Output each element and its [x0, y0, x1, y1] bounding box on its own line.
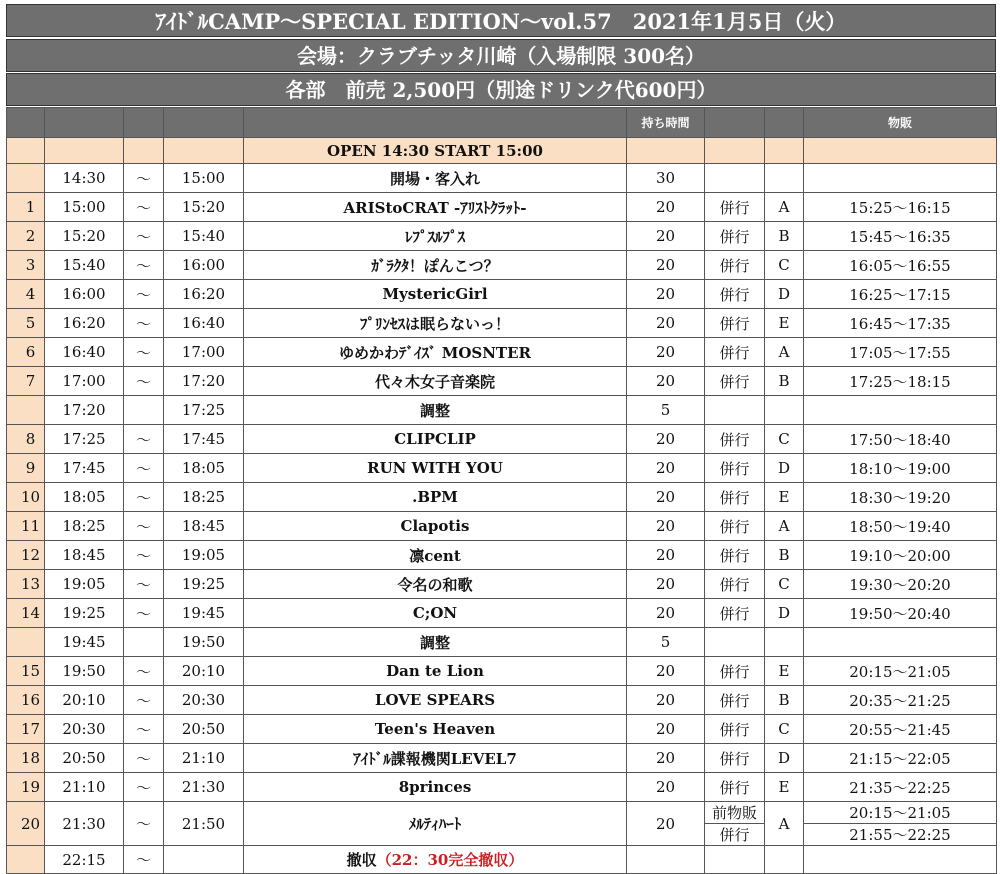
duration: 20 — [627, 280, 705, 309]
merch-sale-type: 併行 — [705, 193, 765, 222]
tilde: 〜 — [124, 309, 164, 338]
table-row — [7, 512, 997, 541]
tilde: 〜 — [124, 686, 164, 715]
merch-sale-type — [705, 396, 765, 425]
table-row — [7, 193, 997, 222]
merch-sale-type: 併行 — [705, 454, 765, 483]
slot-number: 18 — [7, 744, 45, 773]
performer-name: ｶﾞﾗｸﾀ！ぽんこつ？ — [244, 251, 627, 280]
end-time: 19:50 — [164, 628, 244, 657]
slot-number: 12 — [7, 541, 45, 570]
end-time: 19:05 — [164, 541, 244, 570]
end-time: 18:45 — [164, 512, 244, 541]
merch-time: 21:35〜22:25 — [804, 773, 997, 802]
slot-number: 14 — [7, 599, 45, 628]
table-row — [7, 628, 997, 657]
start-time: 15:20 — [45, 222, 124, 251]
end-time: 17:45 — [164, 425, 244, 454]
merch-booth: C — [765, 570, 804, 599]
performer-name: 8princes — [244, 773, 627, 802]
merch-time: 18:30〜19:20 — [804, 483, 997, 512]
performer-name: ﾚﾌﾟｽﾙﾌﾟｽ — [244, 222, 627, 251]
merch-booth: D — [765, 280, 804, 309]
slot-number: 19 — [7, 773, 45, 802]
merch-time — [804, 846, 997, 874]
merch-booth: A — [765, 193, 804, 222]
merch-booth: E — [765, 773, 804, 802]
merch-booth — [765, 628, 804, 657]
performer-name: RUN WITH YOU — [244, 454, 627, 483]
tilde: 〜 — [124, 483, 164, 512]
event-title-banner: ｱｲﾄﾞﾙCAMP〜SPECIAL EDITION〜vol.57 2021年1月5日（火） — [6, 4, 996, 37]
merch-time: 18:50〜19:40 — [804, 512, 997, 541]
start-time: 15:40 — [45, 251, 124, 280]
merch-booth: B — [765, 367, 804, 396]
merch-sale-type: 併行 — [705, 715, 765, 744]
end-time: 18:25 — [164, 483, 244, 512]
merch-time: 15:25〜16:15 — [804, 193, 997, 222]
merch-time: 20:15〜21:05 — [804, 657, 997, 686]
start-time: 15:00 — [45, 193, 124, 222]
tilde: 〜 — [124, 222, 164, 251]
slot-number: 11 — [7, 512, 45, 541]
start-time: 22:15 — [45, 846, 124, 874]
end-time: 20:10 — [164, 657, 244, 686]
slot-number: 2 — [7, 222, 45, 251]
slot-number: 20 — [7, 802, 45, 846]
teardown-label: 撤収 — [346, 851, 377, 869]
duration: 20 — [627, 715, 705, 744]
merch-time — [804, 164, 997, 193]
table-row — [7, 338, 997, 367]
merch-time — [804, 396, 997, 425]
end-time: 17:25 — [164, 396, 244, 425]
closing-row — [7, 846, 997, 874]
merch-sale-type: 併行 — [705, 251, 765, 280]
venue-banner: 会場：クラブチッタ川崎（入場制限 300名） — [6, 39, 996, 72]
merch-sale-type: 併行 — [705, 338, 765, 367]
merch-time: 17:05〜17:55 — [804, 338, 997, 367]
merch-booth — [765, 396, 804, 425]
slot-number: 1 — [7, 193, 45, 222]
merch-booth: B — [765, 222, 804, 251]
duration — [627, 846, 705, 874]
tilde: 〜 — [124, 715, 164, 744]
end-time: 19:45 — [164, 599, 244, 628]
start-time: 20:30 — [45, 715, 124, 744]
end-time: 20:30 — [164, 686, 244, 715]
end-time: 21:30 — [164, 773, 244, 802]
duration: 20 — [627, 309, 705, 338]
end-time: 15:40 — [164, 222, 244, 251]
duration-header: 持ち時間 — [627, 108, 705, 138]
duration: 20 — [627, 512, 705, 541]
merch-booth: A — [765, 512, 804, 541]
tilde: 〜 — [124, 425, 164, 454]
merch-booth: B — [765, 686, 804, 715]
tilde: 〜 — [124, 251, 164, 280]
merch-time: 21:15〜22:05 — [804, 744, 997, 773]
tilde: 〜 — [124, 280, 164, 309]
tilde: 〜 — [124, 338, 164, 367]
start-time: 16:20 — [45, 309, 124, 338]
performer-name: ｱｲﾄﾞﾙ諜報機関LEVEL7 — [244, 744, 627, 773]
performer-name: 代々木女子音楽院 — [244, 367, 627, 396]
merch-sale-type — [705, 846, 765, 874]
slot-number: 7 — [7, 367, 45, 396]
performer-name: Clapotis — [244, 512, 627, 541]
duration: 20 — [627, 367, 705, 396]
performer-name: 開場・客入れ — [244, 164, 627, 193]
start-time: 16:00 — [45, 280, 124, 309]
merch-time: 15:45〜16:35 — [804, 222, 997, 251]
merch-sale-type: 併行 — [705, 773, 765, 802]
duration: 20 — [627, 657, 705, 686]
merch-booth — [765, 164, 804, 193]
merch-time: 17:50〜18:40 — [804, 425, 997, 454]
duration: 20 — [627, 599, 705, 628]
end-time: 21:50 — [164, 802, 244, 846]
price-banner: 各部 前売 2,500円（別途ドリンク代600円） — [6, 73, 996, 106]
tilde — [124, 628, 164, 657]
start-time: 17:25 — [45, 425, 124, 454]
merch-time: 19:50〜20:40 — [804, 599, 997, 628]
table-row — [7, 280, 997, 309]
start-time: 20:10 — [45, 686, 124, 715]
slot-number — [7, 396, 45, 425]
duration: 20 — [627, 425, 705, 454]
merch-sale-type: 併行 — [705, 599, 765, 628]
performer-name: ゆめかわﾃﾞｲｽﾞ MOSNTER — [244, 338, 627, 367]
tilde: 〜 — [124, 512, 164, 541]
merch-booth: E — [765, 483, 804, 512]
merch-time-pre: 20:15〜21:05 — [804, 802, 997, 824]
table-row — [7, 251, 997, 280]
duration: 20 — [627, 193, 705, 222]
duration: 20 — [627, 251, 705, 280]
start-time: 19:05 — [45, 570, 124, 599]
slot-number: 17 — [7, 715, 45, 744]
slot-number: 6 — [7, 338, 45, 367]
start-time: 19:25 — [45, 599, 124, 628]
merch-booth: B — [765, 541, 804, 570]
duration: 20 — [627, 338, 705, 367]
merch-time: 20:55〜21:45 — [804, 715, 997, 744]
tilde: 〜 — [124, 367, 164, 396]
performer-name: .BPM — [244, 483, 627, 512]
merch-time: 19:30〜20:20 — [804, 570, 997, 599]
tilde: 〜 — [124, 541, 164, 570]
table-row — [7, 570, 997, 599]
table-row — [7, 657, 997, 686]
merch-booth: A — [765, 338, 804, 367]
tilde: 〜 — [124, 802, 164, 846]
duration: 20 — [627, 802, 705, 846]
merch-sale-type: 併行 — [705, 824, 765, 846]
start-time: 18:25 — [45, 512, 124, 541]
performer-name: C;ON — [244, 599, 627, 628]
end-time: 17:00 — [164, 338, 244, 367]
merch-sale-type-pre: 前物販 — [705, 802, 765, 824]
end-time: 16:40 — [164, 309, 244, 338]
merch-sale-type: 併行 — [705, 222, 765, 251]
merch-booth: D — [765, 454, 804, 483]
performer-name: CLIPCLIP — [244, 425, 627, 454]
slot-number — [7, 164, 45, 193]
merch-time: 18:10〜19:00 — [804, 454, 997, 483]
teardown-deadline-note: （22：30完全撤収） — [376, 851, 524, 869]
table-row — [7, 396, 997, 425]
duration: 20 — [627, 744, 705, 773]
table-row — [7, 309, 997, 338]
timetable — [6, 107, 997, 874]
end-time: 19:25 — [164, 570, 244, 599]
merch-time: 16:45〜17:35 — [804, 309, 997, 338]
merch-time: 17:25〜18:15 — [804, 367, 997, 396]
tilde: 〜 — [124, 454, 164, 483]
merch-sale-type: 併行 — [705, 541, 765, 570]
start-time: 14:30 — [45, 164, 124, 193]
merch-sale-type: 併行 — [705, 512, 765, 541]
performer-name: MystericGirl — [244, 280, 627, 309]
end-time: 16:20 — [164, 280, 244, 309]
merch-time: 20:35〜21:25 — [804, 686, 997, 715]
start-time: 20:50 — [45, 744, 124, 773]
merch-booth: E — [765, 657, 804, 686]
merch-time — [804, 628, 997, 657]
start-time: 19:45 — [45, 628, 124, 657]
performer-name: 凛cent — [244, 541, 627, 570]
tilde: 〜 — [124, 744, 164, 773]
header-row — [7, 108, 997, 138]
slot-number: 13 — [7, 570, 45, 599]
end-time: 15:20 — [164, 193, 244, 222]
table-row — [7, 599, 997, 628]
merch-time: 16:05〜16:55 — [804, 251, 997, 280]
merch-booth: D — [765, 599, 804, 628]
table-row — [7, 686, 997, 715]
performer-name: 調整 — [244, 628, 627, 657]
merch-sale-type: 併行 — [705, 657, 765, 686]
merch-sale-type — [705, 628, 765, 657]
table-row — [7, 744, 997, 773]
end-time — [164, 846, 244, 874]
slot-number: 9 — [7, 454, 45, 483]
start-time: 17:20 — [45, 396, 124, 425]
start-time: 18:05 — [45, 483, 124, 512]
slot-number: 15 — [7, 657, 45, 686]
duration: 20 — [627, 570, 705, 599]
performer-name: 令名の和歌 — [244, 570, 627, 599]
slot-number: 3 — [7, 251, 45, 280]
merch-header: 物販 — [804, 108, 997, 138]
slot-number: 8 — [7, 425, 45, 454]
table-row — [7, 541, 997, 570]
slot-number: 5 — [7, 309, 45, 338]
slot-number: 10 — [7, 483, 45, 512]
merch-sale-type — [705, 164, 765, 193]
end-time: 17:20 — [164, 367, 244, 396]
merch-sale-type: 併行 — [705, 309, 765, 338]
merch-booth: D — [765, 744, 804, 773]
duration: 20 — [627, 454, 705, 483]
end-time: 16:00 — [164, 251, 244, 280]
merch-sale-type: 併行 — [705, 686, 765, 715]
end-time: 21:10 — [164, 744, 244, 773]
end-time: 15:00 — [164, 164, 244, 193]
duration: 5 — [627, 396, 705, 425]
performer-name: Dan te Lion — [244, 657, 627, 686]
merch-time: 16:25〜17:15 — [804, 280, 997, 309]
slot-number: 4 — [7, 280, 45, 309]
start-time: 21:30 — [45, 802, 124, 846]
duration: 20 — [627, 541, 705, 570]
table-row — [7, 425, 997, 454]
merch-booth: E — [765, 309, 804, 338]
duration: 20 — [627, 773, 705, 802]
merch-booth — [765, 846, 804, 874]
tilde: 〜 — [124, 773, 164, 802]
slot-number — [7, 628, 45, 657]
duration: 20 — [627, 686, 705, 715]
merch-time: 21:55〜22:25 — [804, 824, 997, 846]
start-time: 17:00 — [45, 367, 124, 396]
end-time: 18:05 — [164, 454, 244, 483]
performer-name: 調整 — [244, 396, 627, 425]
tilde: 〜 — [124, 599, 164, 628]
tilde: 〜 — [124, 846, 164, 874]
tilde: 〜 — [124, 570, 164, 599]
table-row — [7, 802, 997, 824]
merch-sale-type: 併行 — [705, 744, 765, 773]
table-row — [7, 715, 997, 744]
performer-name: ﾒﾙﾃｨﾊｰﾄ — [244, 802, 627, 846]
start-time: 17:45 — [45, 454, 124, 483]
open-start-label: OPEN 14:30 START 15:00 — [244, 138, 627, 164]
tilde: 〜 — [124, 193, 164, 222]
duration: 20 — [627, 222, 705, 251]
duration: 5 — [627, 628, 705, 657]
closing-label — [244, 846, 627, 874]
merch-booth: C — [765, 425, 804, 454]
start-time: 18:45 — [45, 541, 124, 570]
end-time: 20:50 — [164, 715, 244, 744]
duration: 30 — [627, 164, 705, 193]
merch-booth: C — [765, 715, 804, 744]
start-time: 19:50 — [45, 657, 124, 686]
table-row — [7, 367, 997, 396]
performer-name: Teen's Heaven — [244, 715, 627, 744]
merch-sale-type: 併行 — [705, 483, 765, 512]
merch-booth: A — [765, 802, 804, 846]
tilde: 〜 — [124, 657, 164, 686]
table-row — [7, 454, 997, 483]
table-row — [7, 222, 997, 251]
performer-name: ARIStoCRAT -ｱﾘｽﾄｸﾗｯﾄ- — [244, 193, 627, 222]
merch-booth: C — [765, 251, 804, 280]
tilde: 〜 — [124, 164, 164, 193]
table-row — [7, 773, 997, 802]
table-row — [7, 164, 997, 193]
merch-sale-type: 併行 — [705, 425, 765, 454]
tilde — [124, 396, 164, 425]
start-time: 21:10 — [45, 773, 124, 802]
duration: 20 — [627, 483, 705, 512]
open-row — [7, 138, 997, 164]
merch-sale-type: 併行 — [705, 280, 765, 309]
slot-number: 16 — [7, 686, 45, 715]
table-row — [7, 483, 997, 512]
merch-sale-type: 併行 — [705, 367, 765, 396]
merch-time: 19:10〜20:00 — [804, 541, 997, 570]
slot-number — [7, 846, 45, 874]
performer-name: LOVE SPEARS — [244, 686, 627, 715]
start-time: 16:40 — [45, 338, 124, 367]
performer-name: ﾌﾟﾘﾝｾｽは眠らないっ！ — [244, 309, 627, 338]
merch-sale-type: 併行 — [705, 570, 765, 599]
